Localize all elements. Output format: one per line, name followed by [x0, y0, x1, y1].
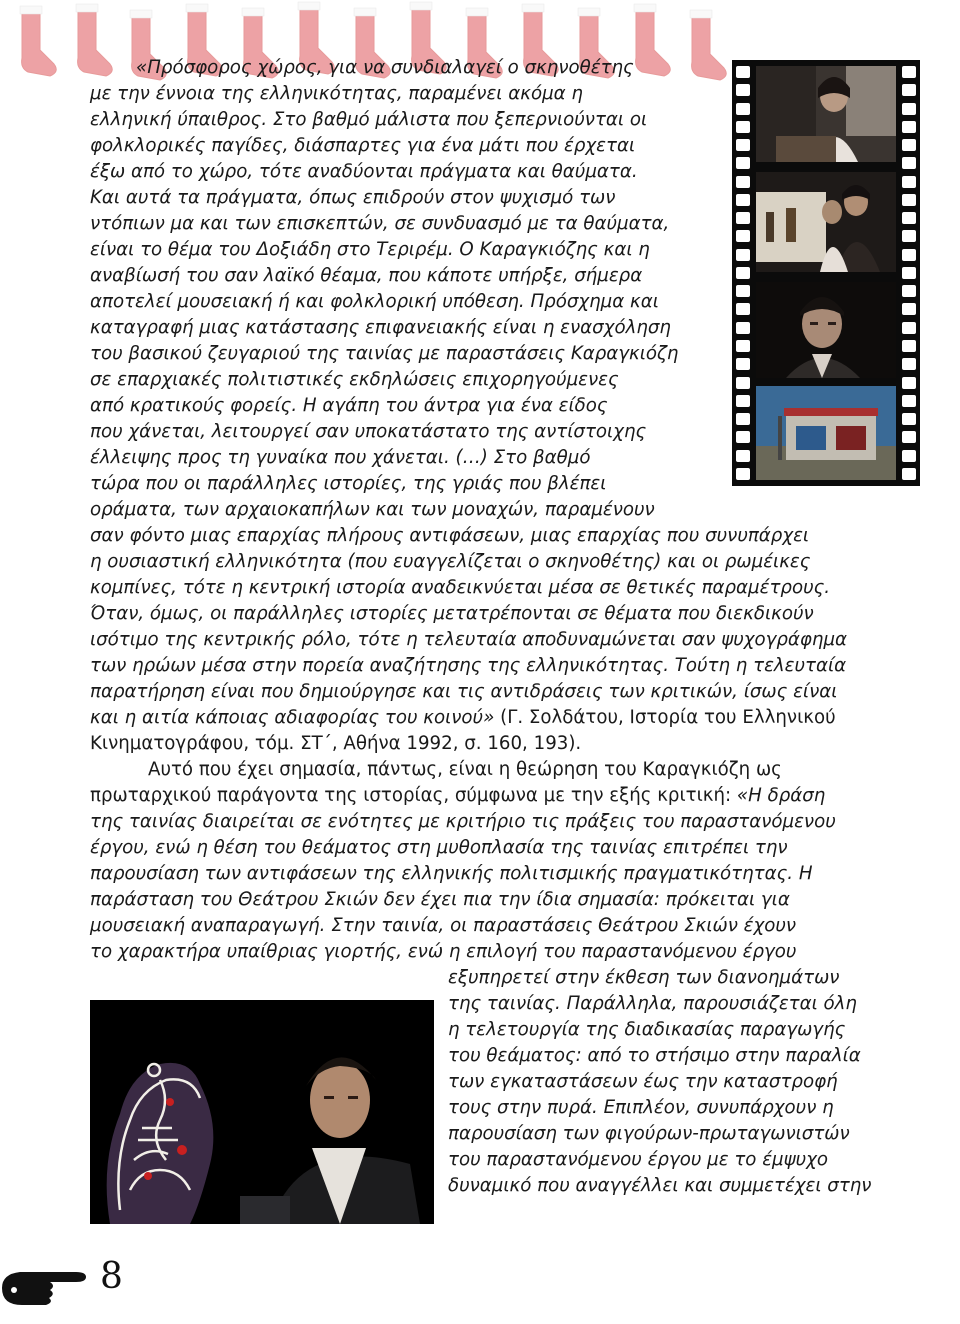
text-line: [448, 1173, 871, 1199]
text-line-segment: αναβίωσή του σαν λαϊκό θέαμα, που κάποτε υπήρξε, σήμερα: [90, 265, 643, 286]
text-line: [90, 471, 606, 497]
text-line: [90, 731, 581, 757]
text-line: [448, 1017, 845, 1043]
film-perforation: [902, 377, 916, 389]
text-line: [148, 757, 782, 783]
text-line: [90, 887, 790, 913]
film-perforation: [902, 358, 916, 370]
text-line: [90, 653, 846, 679]
text-line-segment: τώρα που οι παράλληλες ιστορίες, της γριάς που βλέπει: [90, 473, 607, 494]
text-line: [90, 809, 836, 835]
text-line-segment: του βασικού ζευγαριού της ταινίας με παραστάσεις Καραγκιόζη: [90, 343, 679, 364]
text-line: [448, 1121, 850, 1147]
film-perforation: [902, 194, 916, 206]
text-line: [90, 107, 647, 133]
text-line-segment: με την έννοια της ελληνικότητας, παραμένει ακόμα η: [90, 83, 583, 104]
film-perforation: [736, 121, 750, 133]
text-line: [448, 1069, 838, 1095]
text-line: [90, 783, 825, 809]
text-line-segment: καταγραφή μιας κατάστασης επιφανειακής είναι η ενασχόληση: [90, 317, 671, 338]
film-perforation: [902, 66, 916, 78]
text-line-segment: Κινηματογράφου, τόμ. ΣΤ΄, Αθήνα 1992, σ. 160, 193).: [90, 733, 582, 754]
film-perforation: [902, 249, 916, 261]
text-line: [90, 159, 638, 185]
text-line: [448, 1095, 834, 1121]
text-line: [90, 575, 830, 601]
film-perforation: [736, 431, 750, 443]
text-line-segment: παρουσίαση των φιγούρων-πρωταγωνιστών: [448, 1123, 850, 1144]
film-still-woman-working: [756, 66, 896, 162]
text-line: [90, 263, 642, 289]
text-line-segment: το χαρακτήρα υπαίθριας γιορτής, ενώ η επιλογή του παραστανόμενου έργου: [90, 941, 797, 962]
text-line: [90, 289, 659, 315]
text-line-segment: παράσταση του Θεάτρου Σκιών δεν έχει πια την ίδια σημασία: πρόκειται για: [90, 889, 790, 910]
text-line: [90, 835, 788, 861]
text-line: [90, 393, 608, 419]
text-line-segment: της ταινίας διαιρείται σε ενότητες με κριτήριο τις πράξεις του παραστανόμενου: [90, 811, 836, 832]
text-line: [90, 601, 814, 627]
text-line-segment: η ουσιαστική ελληνικότητα (που ευαγγελίζεται ο σκηνοθέτης) και οι ρωμέικες: [90, 551, 811, 572]
text-line: [90, 211, 669, 237]
text-line: [448, 1147, 828, 1173]
film-perforation: [736, 395, 750, 407]
text-line: [90, 81, 583, 107]
text-line-segment: «Πρόσφορος χώρος, για να συνδιαλαγεί ο σκηνοθέτης: [136, 57, 634, 78]
text-line: [90, 523, 809, 549]
text-line-segment: εξυπηρετεί στην έκθεση των διανοημάτων: [448, 967, 840, 988]
film-perforation: [902, 267, 916, 279]
film-perforation: [902, 450, 916, 462]
text-line-segment: της ταινίας. Παράλληλα, παρουσιάζεται όλη: [448, 993, 857, 1014]
text-line-segment: του παραστανόμενου έργου με το έμψυχο: [448, 1149, 829, 1170]
text-line: [90, 679, 837, 705]
text-line-segment: των εγκαταστάσεων έως την καταστροφή: [448, 1071, 838, 1092]
text-line-segment: η τελετουργία της διαδικασίας παραγωγής: [448, 1019, 846, 1040]
film-perforation: [736, 212, 750, 224]
text-line: [90, 497, 655, 523]
text-line: [448, 965, 839, 991]
film-perforation: [902, 431, 916, 443]
film-perforation: [902, 212, 916, 224]
text-line-segment: σε επαρχιακές πολιτιστικές εκδηλώσεις επιχορηγούμενες: [90, 369, 619, 390]
text-line: [90, 315, 671, 341]
text-line-segment: παρουσίαση των αντιφάσεων της ελληνικής πολιτισμικής πραγματικότητας. Η: [90, 863, 813, 884]
film-perforation: [736, 358, 750, 370]
text-line-segment: οράματα, των αρχαιοκαπήλων και των μοναχών, παραμένουν: [90, 499, 655, 520]
film-perforation: [736, 468, 750, 480]
text-line: [90, 133, 635, 159]
text-line-segment: Όταν, όμως, οι παράλληλες ιστορίες μετατρέπονται σε θέματα που διεκδικούν: [90, 603, 814, 624]
film-perforation: [902, 303, 916, 315]
film-perforation: [902, 176, 916, 188]
text-line-segment: φολκλορικές παγίδες, διάσπαρτες για ένα μάτι που έρχεται: [90, 135, 636, 156]
film-perforation: [736, 303, 750, 315]
text-line-segment: τους στην πυρά. Επιπλέον, συνυπάρχουν η: [448, 1097, 834, 1118]
text-line-segment: έλλειψης προς τη γυναίκα που χάνεται. (…) Στο βαθμό: [90, 447, 591, 468]
text-line-segment: ελληνική ύπαιθρος. Στο βαθμό μάλιστα που ξεπερνιούνται οι: [90, 109, 648, 130]
film-perforation: [736, 103, 750, 115]
text-line-segment: ντόπιων μα και των επισκεπτών, σε συνδυασμό με τα θαύματα,: [90, 213, 670, 234]
film-perforation: [902, 285, 916, 297]
text-line: [90, 237, 650, 263]
film-perforation: [736, 230, 750, 242]
text-line: [90, 419, 646, 445]
film-perforation: [736, 139, 750, 151]
pointing-hand-icon: [0, 1262, 96, 1312]
film-perforation: [902, 468, 916, 480]
film-perforation: [736, 194, 750, 206]
film-strip: [732, 60, 920, 486]
text-line-segment: παρατήρηση είναι που δημιούργησε και τις αντιδράσεις των κριτικών, ίσως είναι: [90, 681, 838, 702]
text-line-segment: Και αυτά τα πράγματα, όπως επιδρούν στον ψυχισμό των: [90, 187, 616, 208]
film-perforation: [902, 395, 916, 407]
film-still-couple-shadow-theatre: [756, 172, 896, 272]
text-line-segment: των ηρώων μέσα στην πορεία αναζήτησης της ελληνικότητας. Τούτη η τελευταία: [90, 655, 847, 676]
text-line: [90, 861, 813, 887]
text-line-segment: έργου, ενώ η θέση του θεάματος στη μυθοπλασία της ταινίας επιτρέπει την: [90, 837, 788, 858]
text-line-segment: μουσειακή αναπαραγωγή. Στην ταινία, οι παραστάσεις Θεάτρου Σκιών έχουν: [90, 915, 797, 936]
film-perforation: [736, 322, 750, 334]
text-line: [90, 341, 678, 367]
film-still-theatre-stage: [756, 386, 896, 480]
film-still-karagiozis-puppeteer: [90, 1000, 434, 1224]
film-perforation: [736, 340, 750, 352]
film-perforation: [736, 176, 750, 188]
text-line-segment: ισότιμο της κεντρικής ρόλο, τότε η τελευταία αποδυναμώνεται σαν ψυχογράφημα: [90, 629, 848, 650]
film-perforation: [736, 157, 750, 169]
film-perforation: [902, 340, 916, 352]
film-perforation: [902, 103, 916, 115]
film-perforation: [736, 249, 750, 261]
film-perforation: [736, 84, 750, 96]
text-line-segment: Αυτό που έχει σημασία, πάντως, είναι η θεώρηση του Καραγκιόζη ως: [148, 759, 782, 780]
film-perforation: [902, 322, 916, 334]
film-perforations-right: [902, 66, 916, 480]
text-line: [448, 1043, 861, 1069]
text-line-segment: και η αιτία κάποιας αδιαφορίας του κοινού»: [90, 707, 495, 728]
text-line: [90, 185, 615, 211]
film-perforation: [902, 157, 916, 169]
film-still-man-closeup: [756, 282, 896, 378]
text-line: [90, 445, 590, 471]
text-line: [448, 991, 857, 1017]
film-perforation: [736, 377, 750, 389]
text-line-segment: έξω από το χώρο, τότε αναδύονται πράγματα και θαύματα.: [90, 161, 638, 182]
text-line-tail: (Γ. Σολδάτου, Ιστορία του Ελληνικού: [494, 707, 836, 728]
text-line: [90, 939, 796, 965]
text-line: [90, 913, 796, 939]
text-line: [90, 367, 619, 393]
film-perforation: [736, 267, 750, 279]
page-number: 8: [100, 1256, 123, 1297]
film-perforation: [902, 139, 916, 151]
film-perforations-left: [736, 66, 750, 480]
film-perforation: [736, 66, 750, 78]
text-line-segment: αποτελεί μουσειακή ή και φολκλορική υπόθεση. Πρόσχημα και: [90, 291, 659, 312]
text-line: [90, 627, 847, 653]
film-perforation: [902, 121, 916, 133]
text-line: [90, 705, 836, 731]
text-line-segment: από κρατικούς φορείς. Η αγάπη του άντρα για ένα είδος: [90, 395, 608, 416]
text-line-segment: πρωταρχικού παράγοντα της ιστορίας, σύμφωνα με την εξής κριτική:: [90, 785, 737, 806]
text-line-segment: σαν φόντο μιας επαρχίας πλήρους αντιφάσεων, μιας επαρχίας που συνυπάρχει: [90, 525, 810, 546]
text-line-tail: «Η δράση: [736, 785, 826, 806]
text-line-segment: του θεάματος: από το στήσιμο στην παραλία: [448, 1045, 861, 1066]
film-perforation: [736, 285, 750, 297]
film-perforation: [902, 230, 916, 242]
text-line-segment: που χάνεται, λειτουργεί σαν υποκατάστατο της αντίστοιχης: [90, 421, 647, 442]
film-perforation: [736, 450, 750, 462]
text-line-segment: είναι το θέμα του Δοξιάδη στο Τεριρέμ. Ο Καραγκιόζης και η: [90, 239, 650, 260]
film-perforation: [736, 413, 750, 425]
text-line: [90, 549, 810, 575]
text-line-segment: δυναμικό που αναγγέλλει και συμμετέχει στην: [448, 1175, 872, 1196]
text-line: [136, 55, 634, 81]
film-perforation: [902, 413, 916, 425]
film-perforation: [902, 84, 916, 96]
text-line-segment: κομπίνες, τότε η κεντρική ιστορία αναδεικνύεται μέσα σε θετικές παραμέτρους.: [90, 577, 831, 598]
